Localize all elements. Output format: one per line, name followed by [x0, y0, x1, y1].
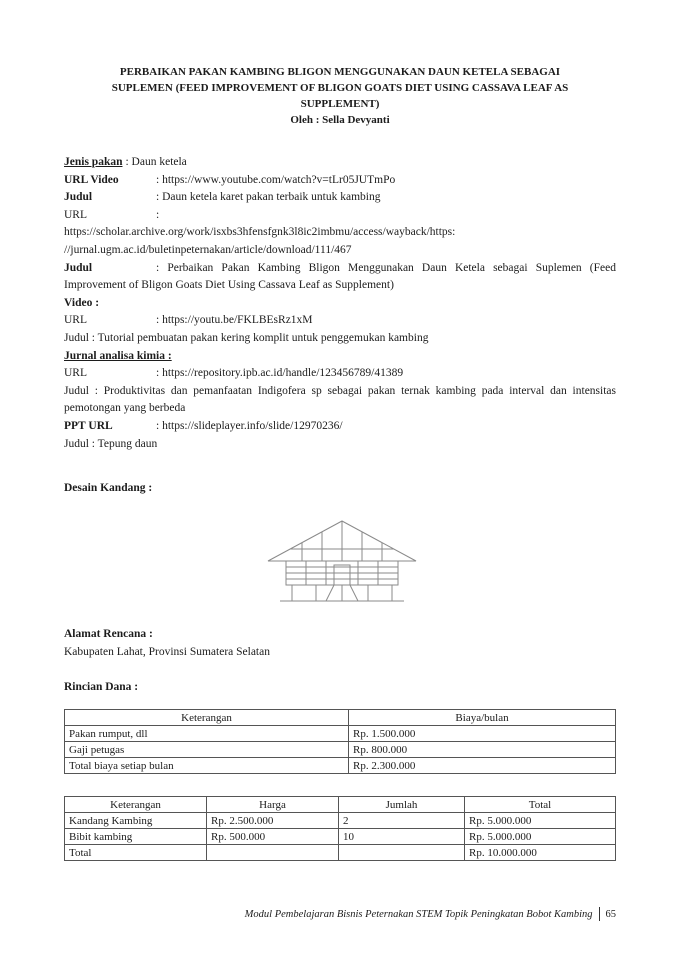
url-link-line-1[interactable]: https://scholar.archive.org/work/isxbs3hfensfgnk3l8ic2imbmu/access/wayback/https: — [64, 226, 456, 239]
table-row — [65, 845, 616, 861]
title-line-3: SUPPLEMENT) — [300, 98, 380, 110]
url-video-link[interactable]: : https://www.youtube.com/watch?v=tLr05JUTmPo — [156, 173, 396, 186]
cell-jumlah: 2 — [339, 813, 465, 829]
title-line-1: PERBAIKAN PAKAN KAMBING BLIGON MENGGUNAKAN DAUN KETELA SEBAGAI — [119, 66, 561, 78]
video-url-label: URL — [64, 314, 87, 327]
header-keterangan: Keterangan — [65, 797, 207, 813]
judul-value: : Daun ketela karet pakan terbaik untuk kambing — [156, 191, 381, 204]
url-row — [64, 207, 616, 225]
jenis-row — [64, 154, 616, 172]
jenis-value: : Daun ketela — [125, 156, 187, 168]
document-title — [80, 64, 600, 128]
table-row — [65, 742, 616, 758]
cell-keterangan: Bibit kambing — [65, 829, 207, 845]
cell-biaya: Rp. 2.300.000 — [349, 758, 616, 774]
header-total: Total — [465, 797, 616, 813]
rincian-label: Rincian Dana : — [64, 681, 139, 693]
header-harga: Harga — [207, 797, 339, 813]
cell-keterangan: Kandang Kambing — [65, 813, 207, 829]
video-judul: Judul : Tutorial pembuatan pakan kering komplit untuk penggemukan kambing — [64, 331, 429, 344]
biaya-bulanan-table — [64, 709, 616, 774]
jurnal-url-row — [64, 365, 616, 383]
judul-label: Judul — [64, 191, 93, 204]
table-header-row — [65, 797, 616, 813]
cell-biaya: Rp. 800.000 — [349, 742, 616, 758]
page-number: 65 — [605, 908, 616, 920]
header-biaya-bulan: Biaya/bulan — [349, 710, 616, 726]
cell-harga: Rp. 2.500.000 — [207, 813, 339, 829]
judul2-label: Judul — [64, 261, 93, 274]
kandang-illustration — [262, 515, 422, 605]
cell-keterangan: Total biaya setiap bulan — [65, 758, 349, 774]
cell-total: Rp. 10.000.000 — [465, 845, 616, 861]
table-row — [65, 726, 616, 742]
url-link-line-2[interactable]: //jurnal.ugm.ac.id/buletinpeternakan/article/download/111/467 — [64, 243, 352, 256]
footer-divider — [599, 907, 600, 921]
judul2-value: : Perbaikan Pakan Kambing Bligon Menggunakan Daun Ketela sebagai Suplemen (Feed Improvement of Bligon Goats Diet Using Cassava Leaf as Supplement) — [64, 261, 616, 292]
cell-total: Rp. 5.000.000 — [465, 829, 616, 845]
video-url-link[interactable]: : https://youtu.be/FKLBEsRz1xM — [156, 314, 313, 327]
page-footer — [245, 907, 616, 921]
jurnal-label: Jurnal analisa kimia : — [64, 349, 172, 362]
title-line-2: SUPLEMEN (FEED IMPROVEMENT OF BLIGON GOATS DIET USING CASSAVA LEAF AS — [111, 82, 569, 94]
desain-label: Desain Kandang : — [64, 482, 153, 494]
header-keterangan: Keterangan — [65, 710, 349, 726]
cell-keterangan: Total — [65, 845, 207, 861]
cell-keterangan: Pakan rumput, dll — [65, 726, 349, 742]
footer-text: Modul Pembelajaran Bisnis Peternakan STEM Topik Peningkatan Bobot Kambing — [244, 908, 593, 920]
cell-total: Rp. 5.000.000 — [465, 813, 616, 829]
jenis-label: Jenis pakan — [64, 156, 123, 168]
ppt-judul: Judul : Tepung daun — [64, 437, 158, 450]
table-row — [65, 758, 616, 774]
video-label: Video : — [64, 296, 100, 309]
judul-row — [64, 189, 616, 207]
ppt-link[interactable]: : https://slideplayer.info/slide/12970236/ — [156, 419, 343, 432]
judul2-row — [64, 260, 616, 295]
alamat-label: Alamat Rencana : — [64, 628, 153, 640]
ppt-label: PPT URL — [64, 419, 113, 432]
table-row — [65, 813, 616, 829]
cell-jumlah: 10 — [339, 829, 465, 845]
biaya-investasi-table — [64, 796, 616, 861]
header-jumlah: Jumlah — [339, 797, 465, 813]
alamat-value: Kabupaten Lahat, Provinsi Sumatera Selatan — [64, 646, 270, 658]
cell-keterangan: Gaji petugas — [65, 742, 349, 758]
video-url-row — [64, 312, 616, 330]
jurnal-judul: Judul : Produktivitas dan pemanfaatan Indigofera sp sebagai pakan ternak kambing pada interval dan intensitas pemotongan yang berbeda — [64, 384, 616, 415]
url-label: URL — [64, 208, 87, 221]
jurnal-url-link[interactable]: : https://repository.ipb.ac.id/handle/123456789/41389 — [156, 367, 404, 380]
url-video-label: URL Video — [64, 173, 119, 186]
jurnal-url-label: URL — [64, 367, 87, 380]
url-colon: : — [156, 208, 160, 221]
cell-harga: Rp. 500.000 — [207, 829, 339, 845]
cell-harga — [207, 845, 339, 861]
url-video-row — [64, 172, 616, 190]
cell-jumlah — [339, 845, 465, 861]
table-row — [65, 829, 616, 845]
info-section — [64, 154, 616, 453]
ppt-row — [64, 418, 616, 436]
cell-biaya: Rp. 1.500.000 — [349, 726, 616, 742]
table-header-row — [65, 710, 616, 726]
author: Oleh : Sella Devyanti — [290, 114, 390, 126]
